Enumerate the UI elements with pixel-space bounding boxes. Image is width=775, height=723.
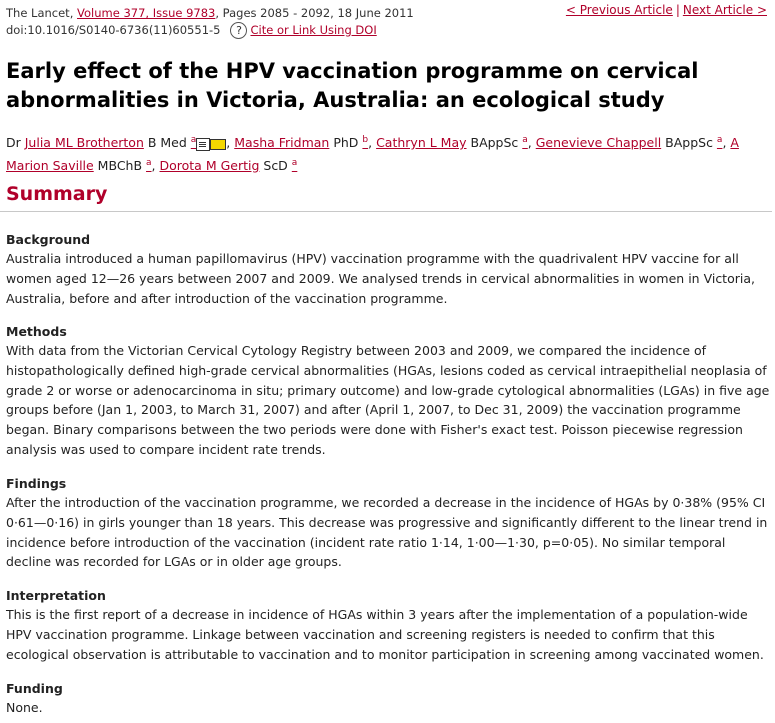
affiliation-link[interactable]: a bbox=[146, 158, 152, 169]
summary-heading: Summary bbox=[6, 183, 108, 205]
envelope-icon bbox=[210, 139, 226, 150]
findings-heading: Findings bbox=[6, 476, 67, 491]
methods-text: With data from the Victorian Cervical Cytology Registry between 2003 and 2009, we compared the incidence of histopathologically defined high-grade cervical abnormalities (HGAs, lesions coded as cervical intraepithelial neoplasia of grade 2 or worse or adenocarcinoma in situ; primary outcome) and low-grade cytological abnormalities (LGAs) in five age groups before (Jan 1, 2003, to March 31, 2007) and after (April 1, 2007, to Dec 31, 2009) the vaccination programme began. Binary comparisons between the two periods were done with Fisher's exact test. Poisson piecewise regression analysis was used to compare incident rate trends. bbox=[6, 343, 770, 457]
author-degree: ScD bbox=[259, 158, 292, 174]
author-separator: , bbox=[527, 135, 536, 151]
findings-text: After the introduction of the vaccination programme, we recorded a decrease in the incidence of HGAs by 0·38% (95% CI 0·61—0·16) in girls younger than 18 years. This decrease was progressive and significantly different to the linear trend in incidence before introduction of the vaccination (incident rate ratio 1·14, 1·00—1·30, p=0·05). No similar temporal decline was recorded for LGAs or in older age groups. bbox=[6, 495, 768, 570]
email-icon[interactable] bbox=[196, 138, 226, 150]
author-degree: BAppSc bbox=[466, 135, 523, 151]
methods-heading: Methods bbox=[6, 324, 67, 339]
journal-name: The Lancet, bbox=[6, 6, 74, 20]
author-name-link[interactable]: Genevieve Chappell bbox=[535, 135, 662, 151]
affiliation-link[interactable]: a bbox=[291, 158, 298, 169]
section-funding bbox=[6, 679, 771, 718]
summary-divider bbox=[0, 211, 772, 212]
section-background bbox=[6, 230, 771, 308]
note-icon bbox=[196, 138, 210, 151]
help-icon[interactable]: ? bbox=[230, 22, 247, 39]
previous-article-link[interactable]: < Previous Article bbox=[565, 3, 673, 17]
interpretation-text: This is the first report of a decrease in incidence of HGAs within 3 years after the implementation of a population-wide HPV vaccination programme. Linkage between vaccination and screening registers is needed to confirm that this ecological observation is attributable to vaccination and to monitor participation in screening among vaccinated women. bbox=[6, 607, 764, 662]
doi-text: doi:10.1016/S0140-6736(11)60551-5 bbox=[6, 23, 221, 37]
section-findings bbox=[6, 474, 771, 572]
author-prefix: Dr bbox=[6, 135, 25, 151]
author-name-link[interactable]: Cathryn L May bbox=[376, 135, 467, 151]
doi-line bbox=[6, 22, 414, 39]
author-separator: , bbox=[151, 158, 160, 174]
author-separator: , bbox=[226, 135, 235, 151]
author-list bbox=[6, 130, 771, 176]
funding-heading: Funding bbox=[6, 681, 63, 696]
next-article-link[interactable]: Next Article > bbox=[682, 3, 767, 17]
background-heading: Background bbox=[6, 232, 91, 247]
author-degree: BAppSc bbox=[661, 135, 717, 151]
affiliation-link[interactable]: b bbox=[362, 135, 369, 145]
citation-line bbox=[6, 5, 414, 22]
volume-issue-link[interactable]: Volume 377, Issue 9783 bbox=[77, 6, 216, 20]
author-separator: , bbox=[722, 135, 731, 151]
author-degree: PhD bbox=[329, 135, 363, 151]
interpretation-heading: Interpretation bbox=[6, 588, 106, 603]
author-name-link[interactable]: Masha Fridman bbox=[234, 135, 330, 151]
author-name-link[interactable]: Julia ML Brotherton bbox=[24, 135, 144, 151]
affiliation-link[interactable]: a bbox=[716, 135, 723, 145]
article-title: Early effect of the HPV vaccination programme on cervical abnormalities in Victoria, Australia: an ecological study bbox=[6, 59, 699, 112]
cite-doi-link[interactable]: Cite or Link Using DOI bbox=[250, 23, 377, 37]
article-nav bbox=[566, 3, 767, 17]
author-name-link[interactable]: Dorota M Gertig bbox=[159, 158, 260, 174]
section-interpretation bbox=[6, 586, 771, 664]
affiliation-link[interactable]: a bbox=[522, 135, 528, 145]
affiliation-link[interactable]: a bbox=[190, 135, 197, 145]
section-methods bbox=[6, 322, 771, 460]
funding-text: None. bbox=[6, 700, 43, 715]
author-name-link[interactable]: A Marion Saville bbox=[6, 135, 739, 174]
author-separator: , bbox=[368, 135, 377, 151]
background-text: Australia introduced a human papillomavirus (HPV) vaccination programme with the quadrivalent HPV vaccine for all women aged 12—26 years between 2007 and 2009. We analysed trends in cervical abnormalities in women in Victoria, Australia, before and after introduction of the vaccination programme. bbox=[6, 251, 755, 306]
author-degree: MBChB bbox=[93, 158, 147, 174]
pages-date: , Pages 2085 - 2092, 18 June 2011 bbox=[215, 6, 414, 20]
author-degree: B Med bbox=[143, 135, 191, 151]
nav-separator: | bbox=[675, 3, 680, 17]
citation-block bbox=[6, 5, 414, 39]
